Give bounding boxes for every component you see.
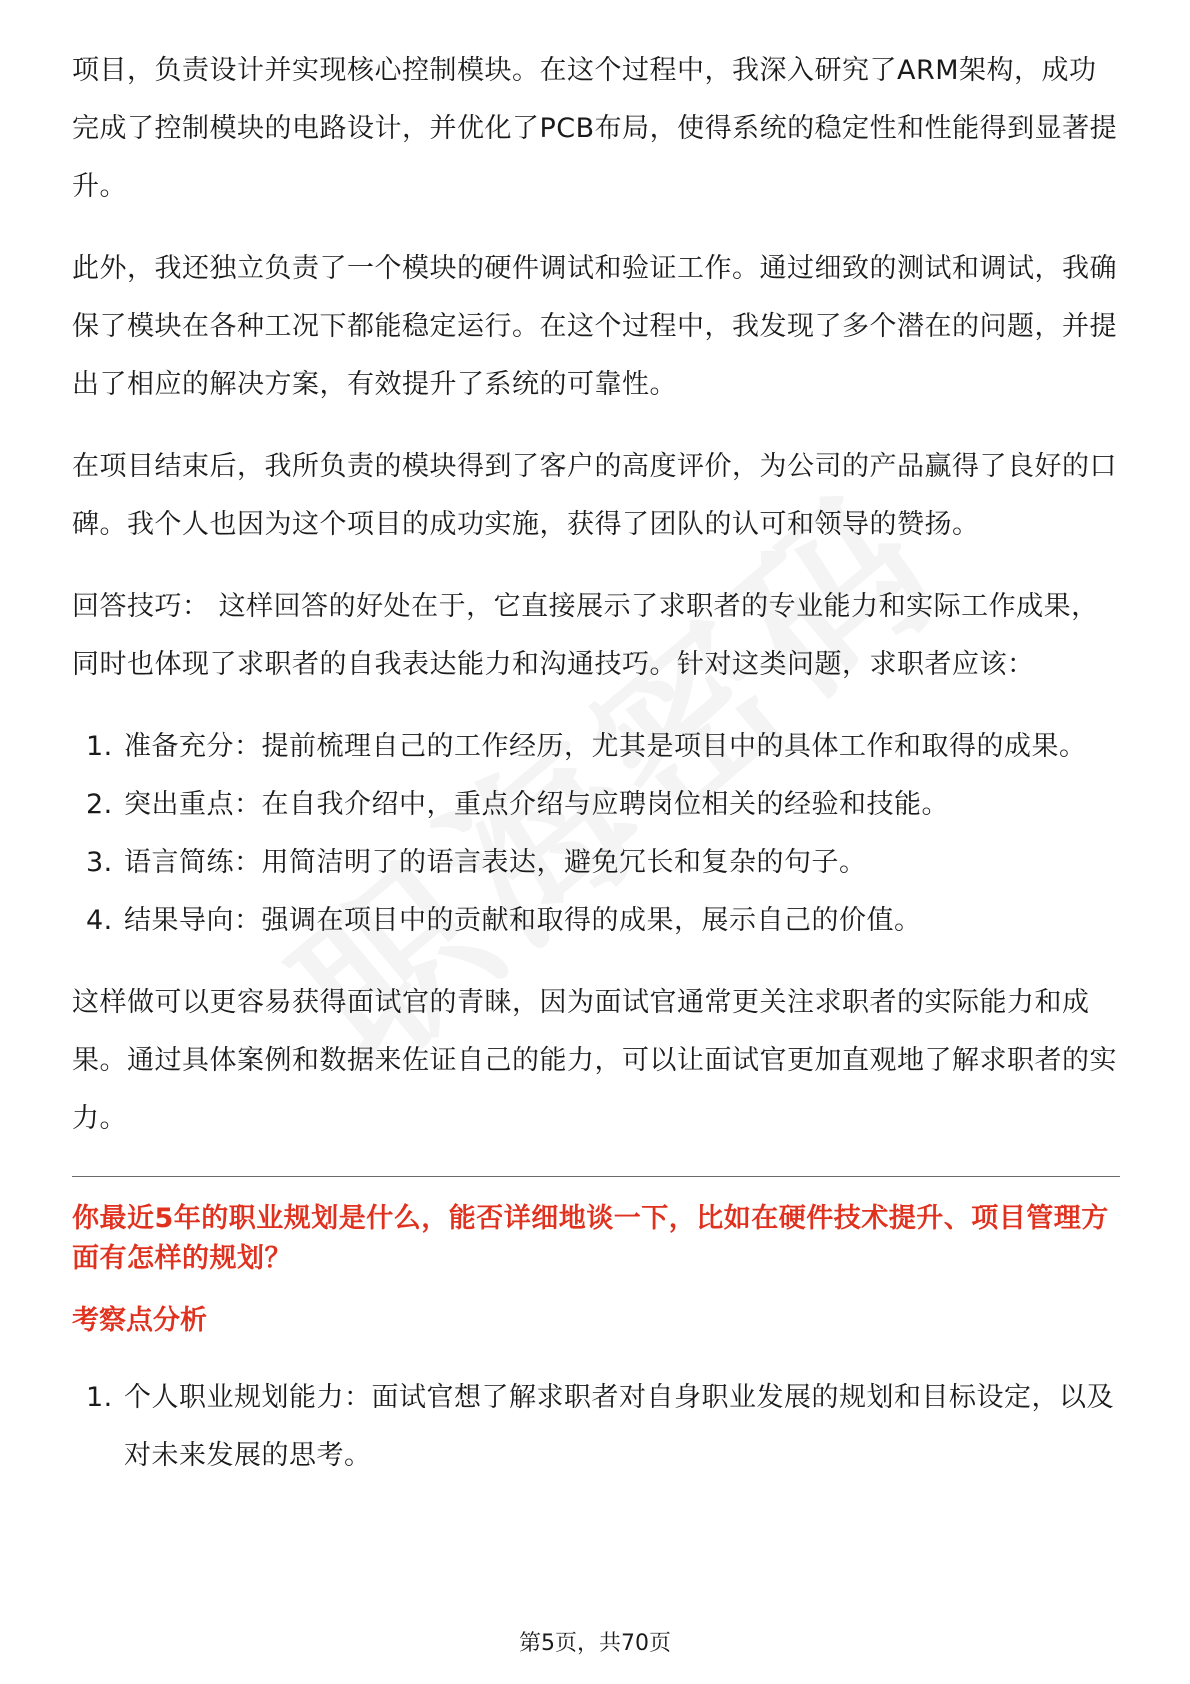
list-item — [72, 1369, 1120, 1485]
paragraph-debugging: 此外，我还独立负责了一个模块的硬件调试和验证工作。通过细致的测试和调试，我确保了模块在各种工况下都能稳定运行。在这个过程中，我发现了多个潜在的问题，并提出了相应的解决方案，有效提升了系统的可靠性。 — [72, 253, 1117, 400]
document-content — [72, 42, 1120, 1509]
paragraph-project-work: 项目，负责设计并实现核心控制模块。在这个过程中，我深入研究了ARM架构，成功完成了控制模块的电路设计，并优化了PCB布局，使得系统的稳定性和性能得到显著提升。 — [72, 55, 1118, 202]
paragraph-answer-tips: 回答技巧： 这样回答的好处在于，它直接展示了求职者的专业能力和实际工作成果，同时也体现了求职者的自我表达能力和沟通技巧。针对这类问题，求职者应该： — [72, 591, 1099, 680]
list-item — [72, 718, 1120, 776]
paragraph-closing: 这样做可以更容易获得面试官的青睐，因为面试官通常更关注求职者的实际能力和成果。通过具体案例和数据来佐证自己的能力，可以让面试官更加直观地了解求职者的实力。 — [72, 987, 1117, 1134]
list-item — [72, 776, 1120, 834]
list-item-text: 准备充分：提前梳理自己的工作经历，尤其是项目中的具体工作和取得的成果。 — [124, 731, 1087, 762]
analysis-heading: 考察点分析 — [72, 1305, 207, 1336]
section-divider — [72, 1176, 1120, 1177]
list-item-text: 突出重点：在自我介绍中，重点介绍与应聘岗位相关的经验和技能。 — [124, 789, 949, 820]
list-item-text: 结果导向：强调在项目中的贡献和取得的成果，展示自己的价值。 — [124, 905, 922, 936]
list-item — [72, 892, 1120, 950]
paragraph-outcome: 在项目结束后，我所负责的模块得到了客户的高度评价，为公司的产品赢得了良好的口碑。我个人也因为这个项目的成功实施，获得了团队的认可和领导的赞扬。 — [72, 451, 1117, 540]
list-item-number: 1. — [86, 731, 113, 762]
list-item — [72, 834, 1120, 892]
list-item-number: 2. — [86, 789, 113, 820]
list-item-number: 4. — [86, 905, 113, 936]
list-item-text: 语言简练：用简洁明了的语言表达，避免冗长和复杂的句子。 — [124, 847, 867, 878]
page-footer: 第5页，共70页 — [519, 1631, 671, 1656]
list-item-text: 个人职业规划能力：面试官想了解求职者对自身职业发展的规划和目标设定，以及对未来发展的思考。 — [124, 1382, 1114, 1471]
list-item-number: 3. — [86, 847, 113, 878]
interview-question: 你最近5年的职业规划是什么，能否详细地谈一下，比如在硬件技术提升、项目管理方面有怎样的规划？ — [72, 1203, 1109, 1274]
analysis-list — [72, 1369, 1120, 1485]
list-item-number: 1. — [86, 1382, 113, 1413]
tips-list — [72, 718, 1120, 950]
